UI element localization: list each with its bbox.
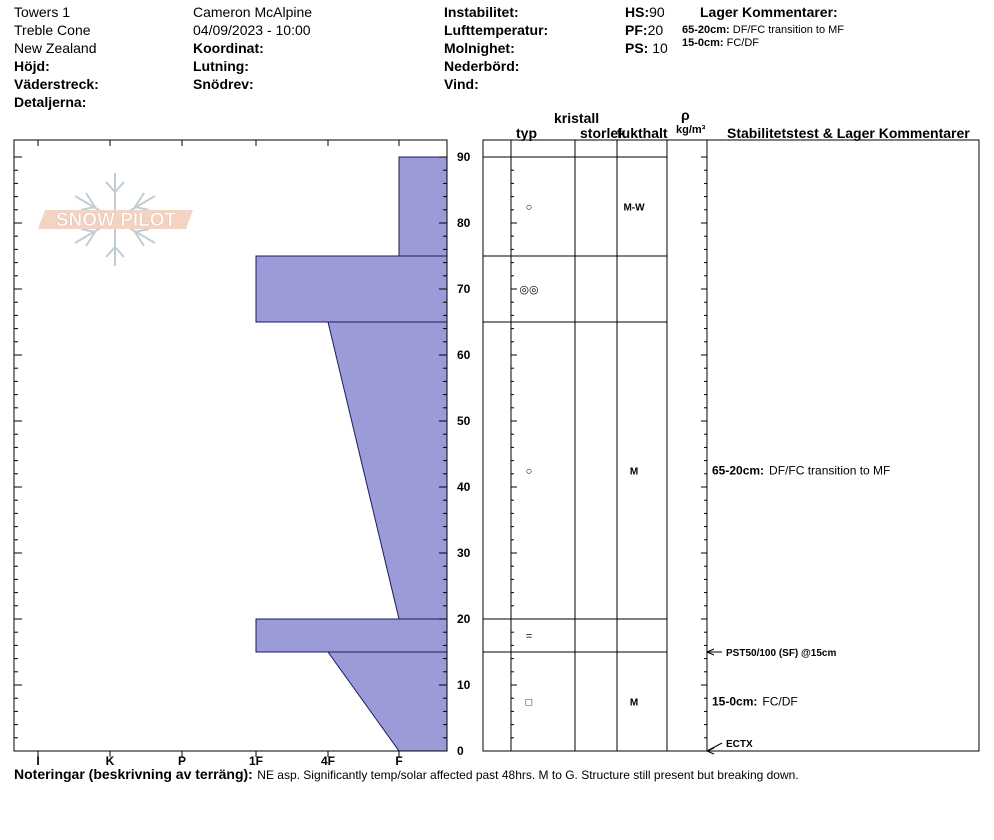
notes [14,766,799,784]
slope-label: Lutning: [193,58,249,74]
observation-datetime: 04/09/2023 - 10:00 [193,22,311,38]
kristall-header: kristall [554,110,600,126]
pf-label: PF: [625,22,648,38]
layer-comment-2-text: FC/DF [726,37,760,49]
hardness-tick-label: 4F [320,754,336,768]
rho-header: ρ [681,107,690,123]
height-tick-label: 70 [457,282,471,296]
layer-comment-2-range: 15-0cm: [682,37,724,49]
stability-header: Stabilitetstest & Lager Kommentarer [727,125,970,141]
hardness-tick-label: P [177,754,187,768]
hardness-profile [256,157,447,751]
layer-comment-range: 65-20cm: [712,463,765,478]
hardness-tick-label: K [105,754,115,768]
test-label: PST50/100 (SF) @15cm [726,648,837,659]
layer-comments-title: Lager Kommentarer: [700,4,838,20]
ps-label: PS: [625,40,649,56]
details-label: Detaljerna: [14,94,87,110]
grain-type-symbol: ◎◎ [519,284,539,296]
layer-table-border [483,140,979,751]
height-tick-label: 40 [457,480,471,494]
layer-comment-text: FC/DF [762,694,798,709]
layer-comment-text: DF/FC transition to MF [769,463,891,478]
location-area: Treble Cone [14,22,91,38]
notes-text: NE asp. Significantly temp/solar affected past 48hrs. M to G. Structure still present but breaking down. [257,768,799,782]
observer-name: Cameron McAlpine [193,4,313,20]
typ-header: typ [516,125,537,141]
height-tick-label: 0 [457,744,464,758]
hardness-fill [256,157,447,751]
layer-comment-1-text: DF/FC transition to MF [732,24,845,36]
grain-type-symbol: ○ [525,465,533,478]
fukthalt-header: fukthalt [617,125,668,141]
precip-label: Nederbörd: [444,58,520,74]
air-temp-label: Lufttemperatur: [444,22,549,38]
grain-type-symbol: □ [525,696,533,709]
height-tick-label: 50 [457,414,471,428]
grain-type-symbol: ○ [525,201,533,214]
layer-comment [712,695,798,709]
notes-label: Noteringar (beskrivning av terräng): [14,766,253,782]
hardness-tick-label: 1F [248,754,264,768]
coordinates-label: Koordinat: [193,40,264,56]
height-tick-label: 20 [457,612,471,626]
height-tick-label: 10 [457,678,471,692]
location-country: New Zealand [14,40,97,56]
height-tick-label: 90 [457,150,471,164]
elevation-label: Höjd: [14,58,50,74]
storlek-header: storlek [580,125,626,141]
grain-type-symbol: = [525,630,533,643]
hs-label: HS: [625,4,650,20]
sky-label: Molnighet: [444,40,515,56]
aspect-label: Väderstreck: [14,76,99,92]
hs-value: 90 [649,4,665,20]
height-tick-label: 30 [457,546,471,560]
pf-value: 20 [647,22,664,38]
snowpilot-logo [38,173,193,266]
wind-label: Vind: [444,76,479,92]
moisture-label: M [629,697,639,709]
location-name: Towers 1 [14,4,71,20]
layer-comment-1-range: 65-20cm: [682,24,730,36]
layer-comment-range: 15-0cm: [712,694,758,709]
density-unit-header: kg/m³ [676,124,706,136]
ps-value: 10 [652,40,668,56]
logo-text: SNOW PILOT [55,210,177,231]
layer-comment [712,464,890,478]
wind-loading-label: Snödrev: [193,76,254,92]
moisture-label: M [629,466,639,478]
instability-label: Instabilitet: [444,4,519,20]
hardness-tick-label: F [395,754,403,768]
moisture-label: M-W [623,202,645,214]
height-tick-label: 80 [457,216,471,230]
height-tick-label: 60 [457,348,471,362]
test-label: ECTX [726,739,753,750]
hardness-tick-label: I [36,754,40,768]
layer-table [483,140,979,751]
